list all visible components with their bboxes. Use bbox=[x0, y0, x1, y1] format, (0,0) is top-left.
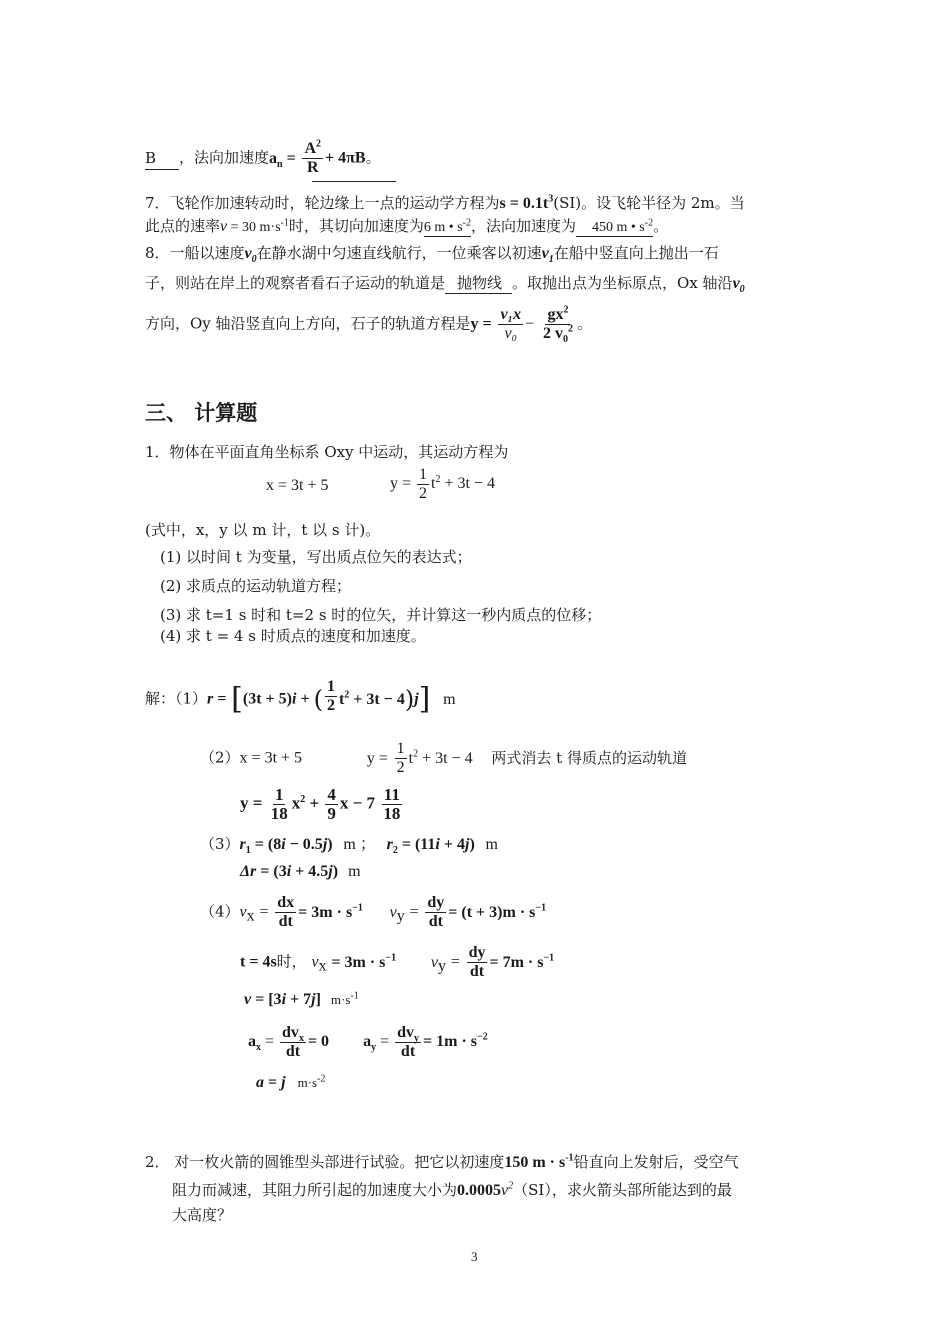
c2-line3: 大高度？ bbox=[172, 1206, 233, 1224]
displacement: Δr = (3i + 4.5j) m bbox=[240, 863, 361, 880]
trajectory-equation: y = $\frac{1}{18}$ $x^2$ + $\frac{4}{9}$ x − 7 $\frac{11}{18}$ bbox=[240, 785, 401, 823]
an-fraction: $\frac{A^2}{R}$ bbox=[304, 138, 322, 176]
solution-step-4a: $(4)v_x$ = $\frac{dx}{dt}$ = $3m \cdot s^{-1}$ $v_y$ = $\frac{dy}{dt}$ = $(t + 3)m \cdot s^{-1}$ bbox=[200, 894, 547, 930]
c2-line1: 2． 对一枚火箭的圆锥型头部进行试验。把它以初速度150 $m \cdot s^{-1}$铅直向上发射后，受空气 bbox=[145, 1152, 739, 1171]
c1-item-2: (2) 求质点的运动轨道方程； bbox=[160, 577, 352, 595]
an-symbol: $a_n$ = bbox=[269, 149, 296, 170]
q7-equation: $s = 0.1t^3$ bbox=[499, 193, 554, 212]
q7-line2: 此点的速率v = 30 $m\cdot s^{-1}$时，其切向加速度为6 m • $s^{-2}$，法向加速度为 450 m • $s^{-2}$。 bbox=[145, 217, 669, 235]
acceleration-vector: a = j $m\cdot s^{-2}$ bbox=[256, 1073, 326, 1091]
normal-accel-label: ，法向加速度 bbox=[179, 148, 270, 167]
c2-line2: 阻力而减速，其阻力所引起的加速度大小为$0.0005v^2(SI)$，求火箭头部所能达到的最 bbox=[172, 1180, 732, 1199]
solution-step-2: （2）x = 3t + 5 y = $\frac{1}{2}$ $t^2 + 3t - 4$ 两式消去 t 得质点的运动轨道 bbox=[200, 740, 687, 776]
q7-answer-normal: 450 m • $s^{-2}$ bbox=[576, 220, 653, 237]
q8-answer-parabola: 抛物线 bbox=[445, 274, 512, 294]
page-number: 3 bbox=[471, 1249, 478, 1264]
q7-line1: 7．飞轮作加速转动时，轮边缘上一点的运动学方程为$s = 0.1t^3(SI)$。设飞轮半径为 2m。当 bbox=[145, 193, 745, 212]
answer-underline bbox=[312, 181, 396, 182]
c1-intro: 1．物体在平面直角坐标系 Oxy 中运动，其运动方程为 bbox=[145, 443, 509, 461]
top-line: B ，法向加速度$a_n$ = $\frac{A^2}{R}$ + 4πB。 bbox=[145, 138, 381, 176]
c1-item-3: (3) 求 t=1 s 时和 t=2 s 时的位矢，并计算这一秒内质点的位移； bbox=[160, 606, 602, 624]
c1-units-note: (式中，x，y 以 m 计，t 以 s 计)。 bbox=[145, 521, 381, 539]
velocity-vector: v = [3i + 7j] $m\cdot s^{-1}$ bbox=[244, 990, 359, 1008]
c1-item-4: (4) 求 t = 4 s 时质点的速度和加速度。 bbox=[160, 627, 426, 645]
solution-step-3: $(3)r_1 = (8i - 0.5j)$ m ； $r_2 = (11i + 4j)$ m bbox=[200, 835, 498, 857]
acceleration-components: $a_x$ = $\frac{dv_x}{dt}$ = 0 $a_y$ = $\frac{dv_y}{dt}$ = $1m \cdot s^{-2}$ bbox=[248, 1024, 488, 1060]
q8-line1: 8．一船以速度$v_0$在静水湖中匀速直线航行，一位乘客以初速$v_1$在船中竖直向上抛出一石 bbox=[145, 244, 719, 266]
q8-line3: 方向，Oy 轴沿竖直向上方向，石子的轨道方程是y = $\frac{\text{v₁x}}{\text{v₀}}$ − $\frac{gx^2}{2 v_0^2}$ 。 bbox=[145, 304, 592, 346]
solution-step-1: 解：（1）r = [(3t + 5)i + ( $\frac{1}{2}$ $t^2 + 3t - 4)j$] m bbox=[145, 678, 456, 717]
c1-item-1: (1) 以时间 t 为变量，写出质点位矢的表达式； bbox=[160, 548, 472, 566]
an-tail: + 4πB bbox=[325, 149, 366, 167]
section-title: 三、 计算题 bbox=[145, 401, 258, 425]
c1-x-equation: x = 3t + 5 bbox=[266, 477, 329, 494]
blank-answer-b: B bbox=[145, 148, 179, 170]
q7-answer-tangential: 6 m • $s^{-2}$ bbox=[423, 217, 471, 235]
c1-y-equation: y = $\frac{1}{2}$ $t^2 + 3t - 4$ bbox=[390, 466, 495, 502]
q8-fraction-1: $\frac{\text{v₁x}}{\text{v₀}}$ bbox=[500, 306, 522, 342]
q8-line2: 子，则站在岸上的观察者看石子运动的轨道是 抛物线 。取抛出点为坐标原点，Ox 轴沿$v_0$ bbox=[145, 274, 745, 296]
q8-fraction-2: $\frac{gx^2}{2 v_0^2}$ bbox=[542, 304, 573, 346]
solution-step-4b: t = 4s时， $v_x = 3m \cdot s^{-1}$ $v_y$ = $\frac{dy}{dt}$ = $7m \cdot s^{-1}$ bbox=[240, 944, 555, 980]
